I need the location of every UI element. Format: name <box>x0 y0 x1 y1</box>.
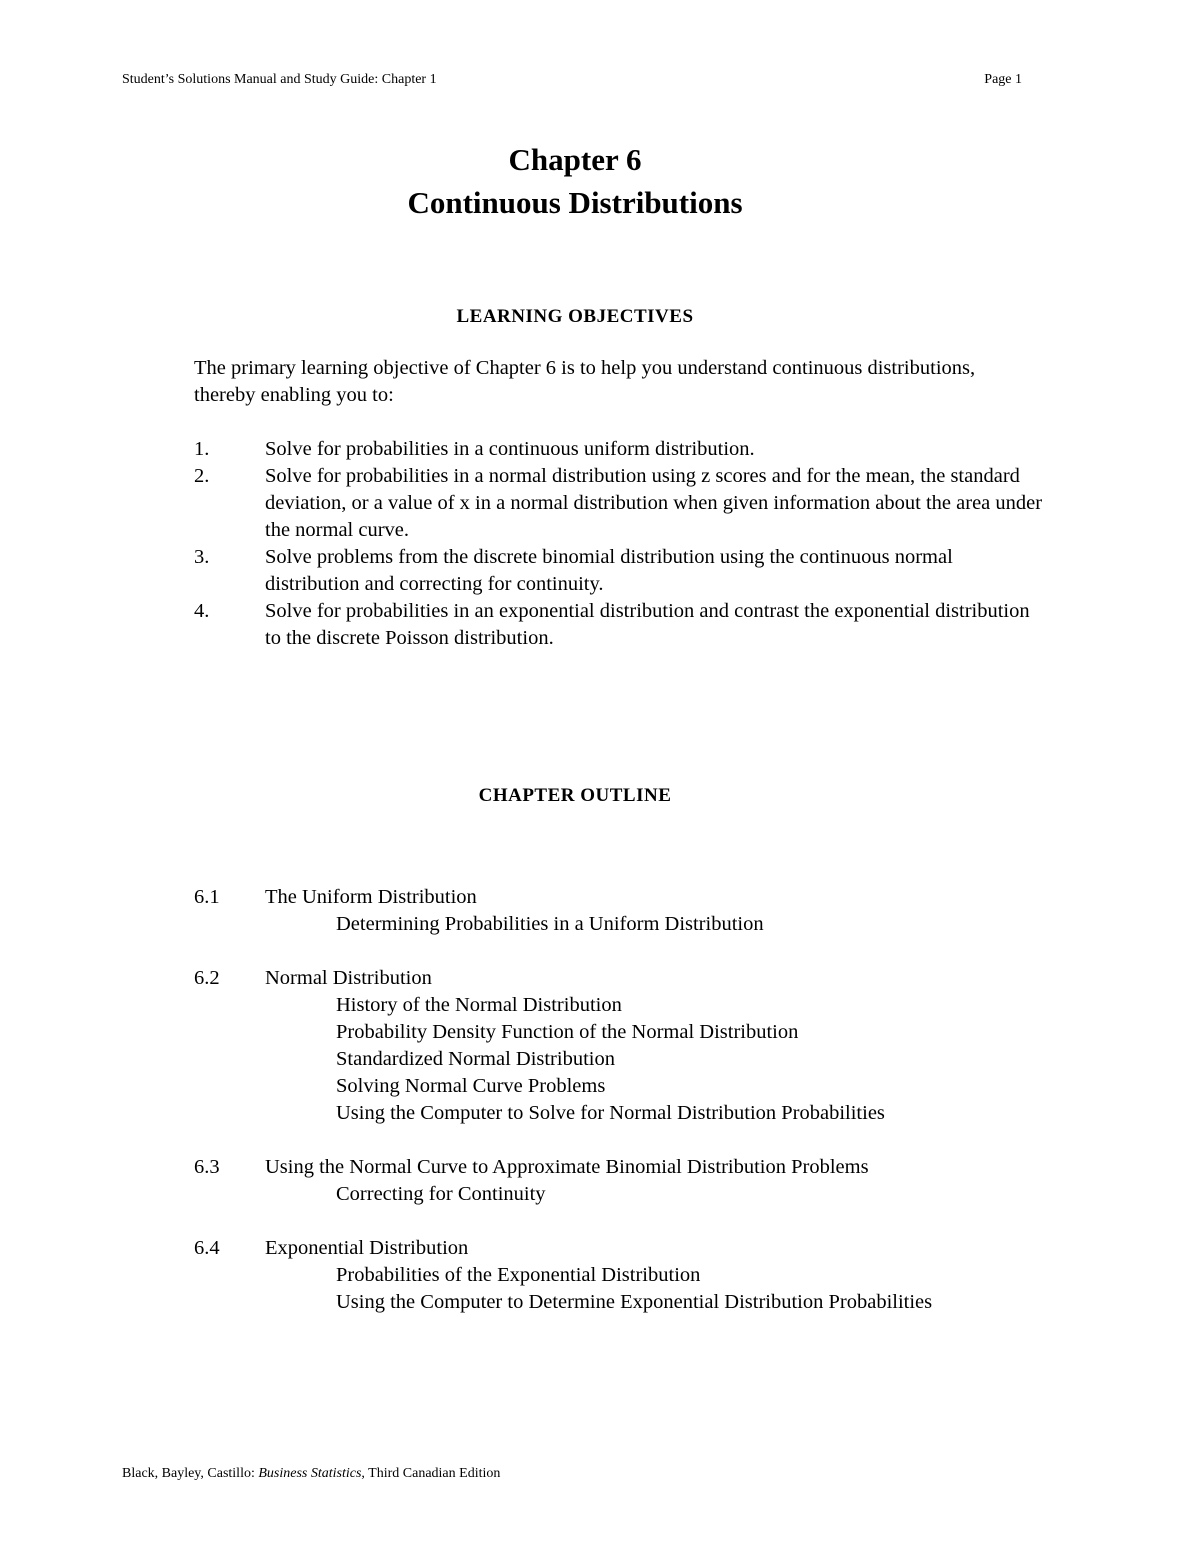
objective-number: 4. <box>194 600 210 622</box>
outline-section <box>194 1235 1074 1316</box>
chapter-outline-list <box>194 884 1074 1343</box>
outline-section-heading <box>194 1154 1074 1181</box>
outline-section-number: 6.1 <box>194 886 220 908</box>
chapter-outline-heading: CHAPTER OUTLINE <box>478 785 672 806</box>
objectives-list <box>194 436 1044 652</box>
outline-subsection: Using the Computer to Solve for Normal Distribution Probabilities <box>336 1102 885 1124</box>
page-number: Page 1 <box>984 72 1022 87</box>
outline-section-heading <box>194 965 1074 992</box>
objective-text: Solve for probabilities in an exponential distribution and contrast the exponential distribution to the discrete Poisson distribution. <box>265 600 1030 649</box>
objective-item <box>194 436 1044 463</box>
outline-section-heading <box>194 1235 1074 1262</box>
objective-text: Solve for probabilities in a normal distribution using z scores and for the mean, the standard deviation, or a value of x in a normal distribution when given information about the area under the normal curve. <box>265 465 1043 541</box>
objective-text: Solve for probabilities in a continuous uniform distribution. <box>265 438 755 460</box>
objective-item <box>194 463 1044 544</box>
objective-number: 3. <box>194 546 210 568</box>
outline-subsection: Correcting for Continuity <box>336 1183 546 1205</box>
outline-section-number: 6.2 <box>194 967 220 989</box>
outline-section <box>194 1154 1074 1208</box>
outline-subsection: Using the Computer to Determine Exponential Distribution Probabilities <box>336 1291 933 1313</box>
outline-section-number: 6.3 <box>194 1156 220 1178</box>
running-header <box>122 72 1022 88</box>
outline-section <box>194 965 1074 1127</box>
outline-section-heading <box>194 884 1074 911</box>
chapter-number: Chapter 6 <box>508 142 642 177</box>
objective-item <box>194 598 1044 652</box>
outline-section-title: Exponential Distribution <box>265 1237 469 1259</box>
chapter-name: Continuous Distributions <box>407 185 743 220</box>
outline-subsection: Probability Density Function of the Normal Distribution <box>336 1021 799 1043</box>
outline-section-title: Normal Distribution <box>265 967 432 989</box>
learning-objectives-heading: LEARNING OBJECTIVES <box>456 306 694 327</box>
outline-section-title: The Uniform Distribution <box>265 886 477 908</box>
footer-edition: , Third Canadian Edition <box>361 1466 501 1481</box>
objectives-intro: The primary learning objective of Chapter 6 is to help you understand continuous distributions, thereby enabling you to: <box>194 357 976 406</box>
outline-subsection: Solving Normal Curve Problems <box>336 1075 606 1097</box>
outline-subsection: Standardized Normal Distribution <box>336 1048 615 1070</box>
outline-section-title: Using the Normal Curve to Approximate Binomial Distribution Problems <box>265 1156 869 1178</box>
outline-subsection: History of the Normal Distribution <box>336 994 622 1016</box>
objective-number: 1. <box>194 438 210 460</box>
running-footer <box>122 1466 500 1482</box>
objective-item <box>194 544 1044 598</box>
footer-book-title: Business Statistics <box>258 1466 362 1481</box>
outline-subsection: Determining Probabilities in a Uniform Distribution <box>336 913 764 935</box>
objective-text: Solve problems from the discrete binomial distribution using the continuous normal distribution and correcting for continuity. <box>265 546 953 595</box>
header-title: Student’s Solutions Manual and Study Guide: Chapter 1 <box>122 72 437 87</box>
objective-number: 2. <box>194 465 210 487</box>
outline-subsection: Probabilities of the Exponential Distribution <box>336 1264 701 1286</box>
outline-section-number: 6.4 <box>194 1237 220 1259</box>
outline-section <box>194 884 1074 938</box>
footer-authors: Black, Bayley, Castillo: <box>122 1466 259 1481</box>
chapter-title <box>0 138 1150 224</box>
